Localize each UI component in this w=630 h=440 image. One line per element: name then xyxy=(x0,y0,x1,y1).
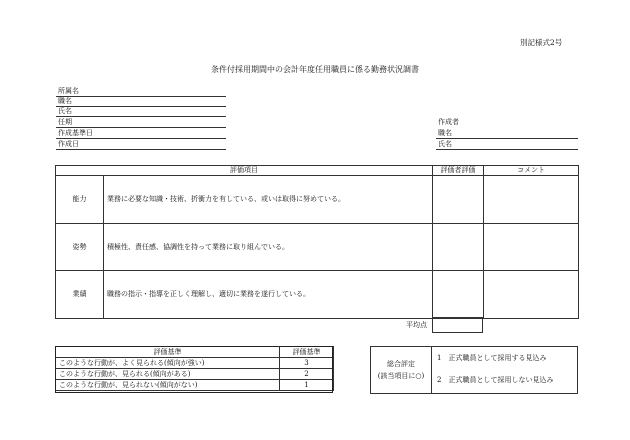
criteria-table xyxy=(55,346,334,391)
table-row xyxy=(56,224,579,271)
table-row xyxy=(56,369,334,380)
score-cell-performance[interactable] xyxy=(433,271,484,319)
comment-cell-performance[interactable] xyxy=(484,271,579,319)
description-ability: 業務に必要な知識・技術、折衝力を有している、或いは取得に努めている。 xyxy=(104,176,433,224)
criteria-score: 3 xyxy=(280,358,334,369)
criteria-score: 1 xyxy=(280,380,334,391)
overall-option-hire[interactable]: 1 正式職員として採用する見込み xyxy=(437,354,547,362)
field-reference-date[interactable]: 作成基準日 xyxy=(56,128,226,139)
overall-divider xyxy=(431,347,432,393)
header-comment: コメント xyxy=(484,166,579,176)
header-evaluation-item: 評価項目 xyxy=(56,166,433,176)
overall-rating-box xyxy=(370,346,578,394)
author-name-field[interactable]: 氏名 xyxy=(436,139,578,150)
description-attitude: 積極性、責任感、協調性を持って業務に取り組んでいる。 xyxy=(104,224,433,271)
table-row xyxy=(56,271,579,319)
field-position[interactable]: 職名 xyxy=(56,96,226,107)
average-score-cell[interactable] xyxy=(432,317,483,333)
overall-sublabel: (該当項目に○) xyxy=(377,372,425,380)
score-cell-ability[interactable] xyxy=(433,176,484,224)
average-label: 平均点 xyxy=(406,321,427,329)
description-performance: 職務の指示・指導を正しく理解し、適切に業務を遂行している。 xyxy=(104,271,433,319)
category-performance: 業績 xyxy=(56,271,104,319)
form-number: 別記様式2号 xyxy=(520,38,563,47)
field-term[interactable]: 任期 xyxy=(56,117,226,128)
field-department[interactable]: 所属名 xyxy=(56,86,226,97)
evaluation-table xyxy=(55,165,579,319)
document-title: 条件付採用期間中の会計年度任用職員に係る勤務状況調書 xyxy=(211,65,419,74)
criteria-text: このような行動が、見られない(傾向がない) xyxy=(56,380,280,391)
comment-cell-attitude[interactable] xyxy=(484,224,579,271)
criteria-score-header: 評価基準 xyxy=(280,347,334,358)
comment-cell-ability[interactable] xyxy=(484,176,579,224)
criteria-text: このような行動が、見られる(傾向がある) xyxy=(56,369,280,380)
field-created-date[interactable]: 作成日 xyxy=(56,139,226,150)
criteria-score: 2 xyxy=(280,369,334,380)
category-attitude: 姿勢 xyxy=(56,224,104,271)
criteria-header: 評価基準 xyxy=(56,347,280,358)
header-evaluator-score: 評価者評価 xyxy=(433,166,484,176)
criteria-text: このような行動が、よく見られる(傾向が強い) xyxy=(56,358,280,369)
author-position-field[interactable]: 職名 xyxy=(436,128,578,139)
overall-option-not-hire[interactable]: 2 正式職員として採用しない見込み xyxy=(437,376,554,384)
table-row xyxy=(56,358,334,369)
author-heading: 作成者 xyxy=(438,118,459,126)
field-name[interactable]: 氏名 xyxy=(56,106,226,117)
table-row xyxy=(56,380,334,391)
overall-label: 総合評定 xyxy=(387,360,415,368)
table-row xyxy=(56,176,579,224)
score-cell-attitude[interactable] xyxy=(433,224,484,271)
category-ability: 能力 xyxy=(56,176,104,224)
